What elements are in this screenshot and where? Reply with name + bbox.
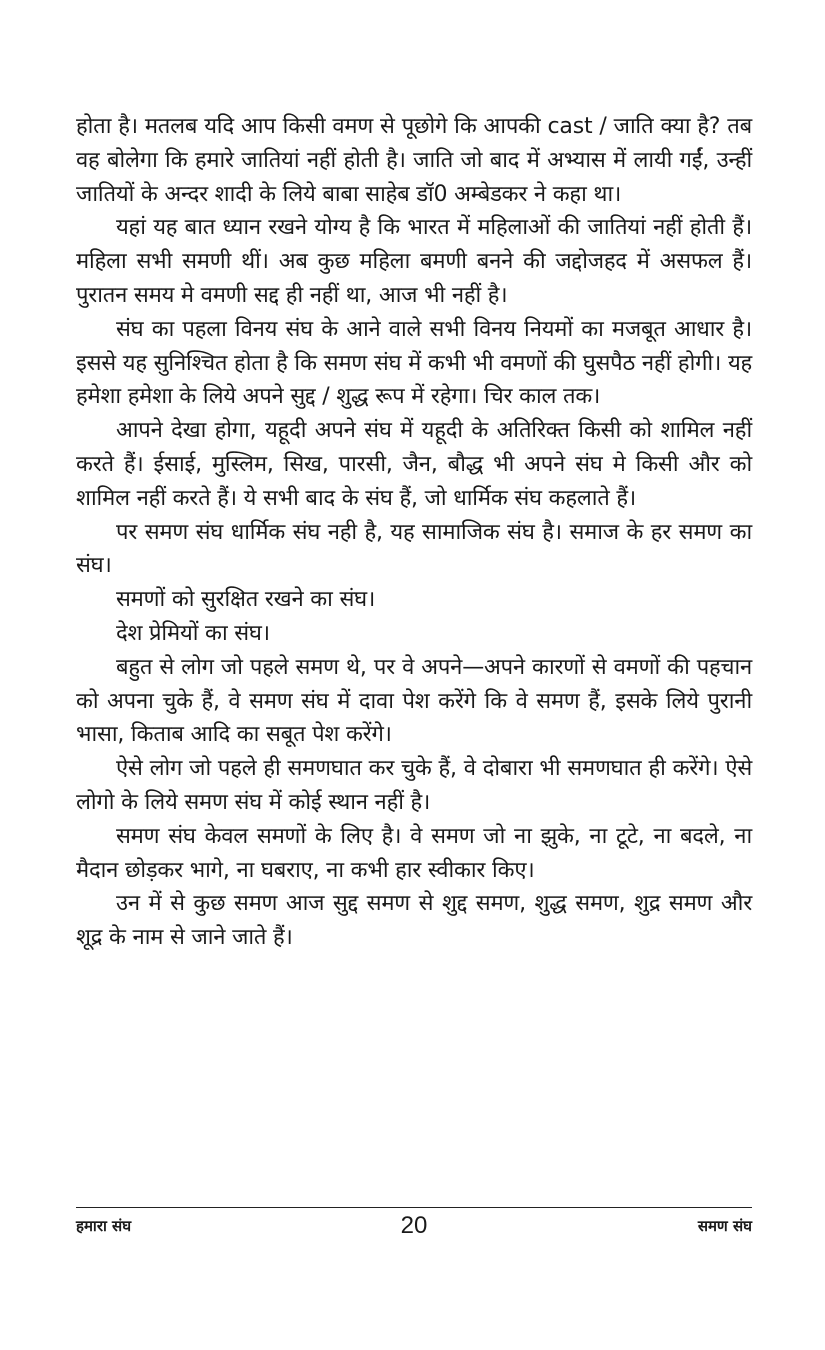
paragraph-6: समणों को सुरक्षित रखने का संघ। — [116, 587, 376, 613]
footer-book-title: हमारा संघ — [76, 1217, 132, 1235]
paragraph-10: समण संघ केवल समणों के लिए है। वे समण जो ना झुके, ना टूटे, ना बदले, ना मैदान छोड़कर भागे, ना घबराए, ना कभी हार स्वीकार किए। — [76, 823, 752, 883]
paragraph-7: देश प्रेमियों का संघ। — [116, 620, 270, 646]
paragraph-4: आपने देखा होगा, यहूदी अपने संघ में यहूदी के अतिरिक्त किसी को शामिल नहीं करते हैं। ईसाई, मुस्लिम, सिख, पारसी, जैन, बौद्ध भी अपने संघ मे किसी और को शामिल नहीं करते हैं। ये सभी बाद के संघ हैं, जो धार्मिक संघ कहलाते हैं। — [76, 418, 752, 511]
page-body — [76, 110, 752, 955]
paragraph-11: उन में से कुछ समण आज सुद्द समण से शुद्द समण, शुद्ध समण, शुद्र समण और शूद्र के नाम से जाने जाते हैं। — [76, 891, 752, 951]
paragraph-3: संघ का पहला विनय संघ के आने वाले सभी विनय नियमों का मजबूत आधार है। इससे यह सुनिश्चित होता है कि समण संघ में कभी भी वमणों की घुसपैठ नहीं होगी। यह हमेशा हमेशा के लिये अपने सुद्द / शुद्ध रूप में रहेगा। चिर काल तक। — [76, 316, 752, 410]
paragraph-1: होता है। मतलब यदि आप किसी वमण से पूछोगे कि आपकी cast / जाति क्या है? तब वह बोलेगा कि हमारे जातियां नहीं होती है। जाति जो बाद में अभ्यास में लायी गईं, उन्हीं जातियों के अन्दर शादी के लिये बाबा साहेब डॉ0 अम्बेडकर ने कहा था। — [76, 114, 752, 207]
paragraph-8: बहुत से लोग जो पहले समण थे, पर वे अपने—अपने कारणों से वमणों की पहचान को अपना चुके हैं, वे समण संघ में दावा पेश करेंगे कि वे समण हैं, इसके लिये पुरानी भासा, किताब आदि का सबूत पेश करेंगे। — [76, 654, 752, 748]
footer-chapter-title: समण संघ — [697, 1217, 752, 1235]
paragraph-2: यहां यह बात ध्यान रखने योग्य है कि भारत में महिलाओं की जातियां नहीं होती हैं। महिला सभी समणी थीं। अब कुछ महिला बमणी बनने की जद्दोजहद में असफल हैं। पुरातन समय मे वमणी सद्द ही नहीं था, आज भी नहीं है। — [76, 215, 752, 308]
paragraph-5: पर समण संघ धार्मिक संघ नही है, यह सामाजिक संघ है। समाज के हर समण का संघ। — [76, 519, 752, 579]
paragraph-9: ऐसे लोग जो पहले ही समणघात कर चुके हैं, वे दोबारा भी समणघात ही करेंगे। ऐसे लोगो के लिये समण संघ में कोई स्थान नहीं है। — [76, 756, 752, 815]
page-footer — [76, 1207, 752, 1239]
page-number: 20 — [400, 1212, 428, 1239]
